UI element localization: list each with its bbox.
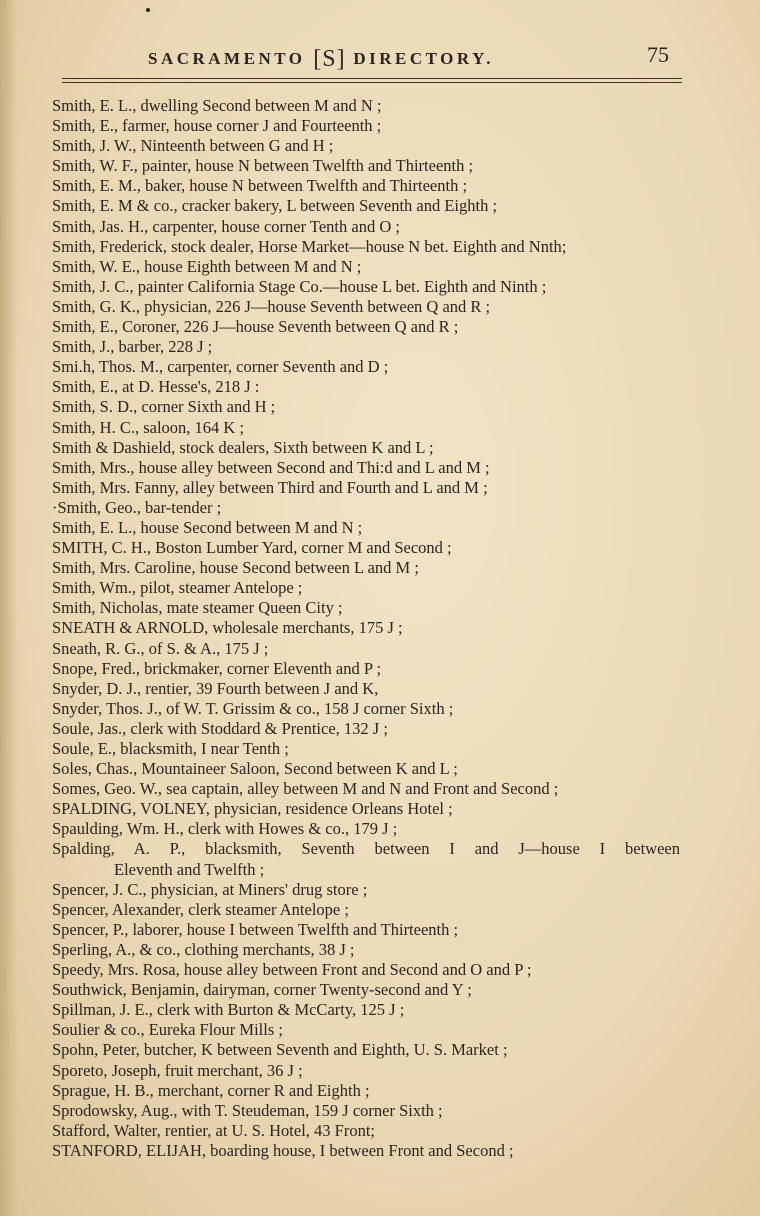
directory-entry: Smith, E. M., baker, house N between Twelfth and Thirteenth ; <box>52 176 468 196</box>
directory-entry: Spohn, Peter, butcher, K between Seventh and Eighth, U. S. Market ; <box>52 1040 508 1060</box>
directory-entry: Smith, Mrs., house alley between Second and Thi:d and L and M ; <box>52 457 490 477</box>
directory-entry: Smith, Mrs. Fanny, alley between Third and Fourth and L and M ; <box>52 477 488 497</box>
section-letter: S <box>322 46 337 72</box>
directory-entry: Smith, J. C., painter California Stage Co.—house L bet. Eighth and Ninth ; <box>52 276 547 296</box>
directory-entry: Sprodowsky, Aug., with T. Steudeman, 159 J corner Sixth ; <box>52 1100 443 1120</box>
directory-entry: Spencer, P., laborer, house I between Twelfth and Thirteenth ; <box>52 919 459 939</box>
directory-entry: Smith, E., at D. Hesse's, 218 J : <box>52 377 260 397</box>
directory-entry: ·Smith, Geo., bar-tender ; <box>52 497 222 517</box>
directory-entry: Smith, Mrs. Caroline, house Second between L and M ; <box>52 558 419 578</box>
directory-entry: Smith, E. L., house Second between M and N ; <box>52 517 363 537</box>
directory-entry: Smith, G. K., physician, 226 J—house Seventh between Q and R ; <box>52 296 491 316</box>
directory-entry: Soles, Chas., Mountaineer Saloon, Second between K and L ; <box>52 759 458 779</box>
directory-entry: Smi.h, Thos. M., carpenter, corner Seventh and D ; <box>52 357 389 377</box>
page-number: 75 <box>647 42 669 67</box>
header-rule-thick <box>62 78 682 79</box>
directory-entry: Spillman, J. E., clerk with Burton & McCarty, 125 J ; <box>52 1000 405 1020</box>
directory-entry: Smith, Frederick, stock dealer, Horse Market—house N bet. Eighth and Nnth; <box>52 236 567 256</box>
directory-entry: Snyder, Thos. J., of W. T. Grissim & co., 158 J corner Sixth ; <box>52 698 454 718</box>
directory-entry: Soule, E., blacksmith, I near Tenth ; <box>52 739 289 758</box>
directory-entry: Spencer, J. C., physician, at Miners' drug store ; <box>52 879 368 899</box>
directory-entry: Spaulding, Wm. H., clerk with Howes & co., 179 J ; <box>52 819 398 839</box>
directory-entry: Snyder, D. J., rentier, 39 Fourth between J and K, <box>52 678 379 698</box>
directory-entry: Smith & Dashield, stock dealers, Sixth between K and L ; <box>52 437 434 457</box>
directory-entry: Sneath, R. G., of S. & A., 175 J ; <box>52 638 269 658</box>
bracket-close: ] <box>336 46 346 72</box>
directory-entry: Southwick, Benjamin, dairyman, corner Twenty-second and Y ; <box>52 980 472 1000</box>
directory-entry: Sporeto, Joseph, fruit merchant, 36 J ; <box>52 1060 303 1080</box>
directory-entry: Smith, Wm., pilot, steamer Antelope ; <box>52 578 303 598</box>
page-header <box>0 42 760 74</box>
directory-entry: Smith, J. W., Ninteenth between G and H ; <box>52 136 334 156</box>
directory-entry: SPALDING, VOLNEY, physician, residence Orleans Hotel ; <box>52 799 453 819</box>
running-head-right: DIRECTORY. <box>353 49 495 68</box>
directory-entry: Soulier & co., Eureka Flour Mills ; <box>52 1020 283 1040</box>
directory-entry: Smith, Nicholas, mate steamer Queen City ; <box>52 598 343 618</box>
directory-entry: Smith, E., farmer, house corner J and Fourteenth ; <box>52 116 382 136</box>
directory-entry: Sperling, A., & co., clothing merchants, 38 J ; <box>52 939 355 959</box>
directory-entries <box>52 96 682 1161</box>
directory-entry: SNEATH & ARNOLD, wholesale merchants, 175 J ; <box>52 618 403 638</box>
directory-entry: Spencer, Alexander, clerk steamer Antelope ; <box>52 899 349 919</box>
header-rule-thin <box>62 82 682 83</box>
directory-entry: Somes, Geo. W., sea captain, alley between M and N and Front and Second ; <box>52 779 559 799</box>
directory-entry: Sprague, H. B., merchant, corner R and Eighth ; <box>52 1080 370 1100</box>
running-head-left: SACRAMENTO <box>148 49 306 68</box>
directory-entry: Smith, S. D., corner Sixth and H ; <box>52 397 276 417</box>
directory-entry: SMITH, C. H., Boston Lumber Yard, corner M and Second ; <box>52 538 452 558</box>
directory-entry: Snope, Fred., brickmaker, corner Eleventh and P ; <box>52 658 382 678</box>
directory-entry: Smith, E., Coroner, 226 J—house Seventh between Q and R ; <box>52 317 459 337</box>
directory-entry: Smith, J., barber, 228 J ; <box>52 337 213 357</box>
directory-entry: Spalding, A. P., blacksmith, Seventh between I and J—house I between <box>52 839 680 859</box>
directory-entry: Smith, W. F., painter, house N between Twelfth and Thirteenth ; <box>52 156 474 176</box>
directory-entry: Eleventh and Twelfth ; <box>114 859 265 879</box>
directory-entry: Smith, H. C., saloon, 164 K ; <box>52 417 245 437</box>
directory-entry: Speedy, Mrs. Rosa, house alley between Front and Second and O and P ; <box>52 960 532 980</box>
directory-entry: Smith, W. E., house Eighth between M and N ; <box>52 256 362 276</box>
directory-entry: Smith, E. L., dwelling Second between M and N ; <box>52 96 382 115</box>
directory-entry: STANFORD, ELIJAH, boarding house, I between Front and Second ; <box>52 1140 514 1160</box>
bracket-open: [ <box>313 46 323 72</box>
directory-entry: Stafford, Walter, rentier, at U. S. Hotel, 43 Front; <box>52 1120 376 1140</box>
directory-entry: Smith, E. M & co., cracker bakery, L between Seventh and Eighth ; <box>52 196 498 216</box>
running-head <box>148 46 494 73</box>
ink-dot <box>146 8 150 12</box>
directory-entry: Smith, Jas. H., carpenter, house corner Tenth and O ; <box>52 216 400 236</box>
directory-entry: Soule, Jas., clerk with Stoddard & Prentice, 132 J ; <box>52 718 388 738</box>
